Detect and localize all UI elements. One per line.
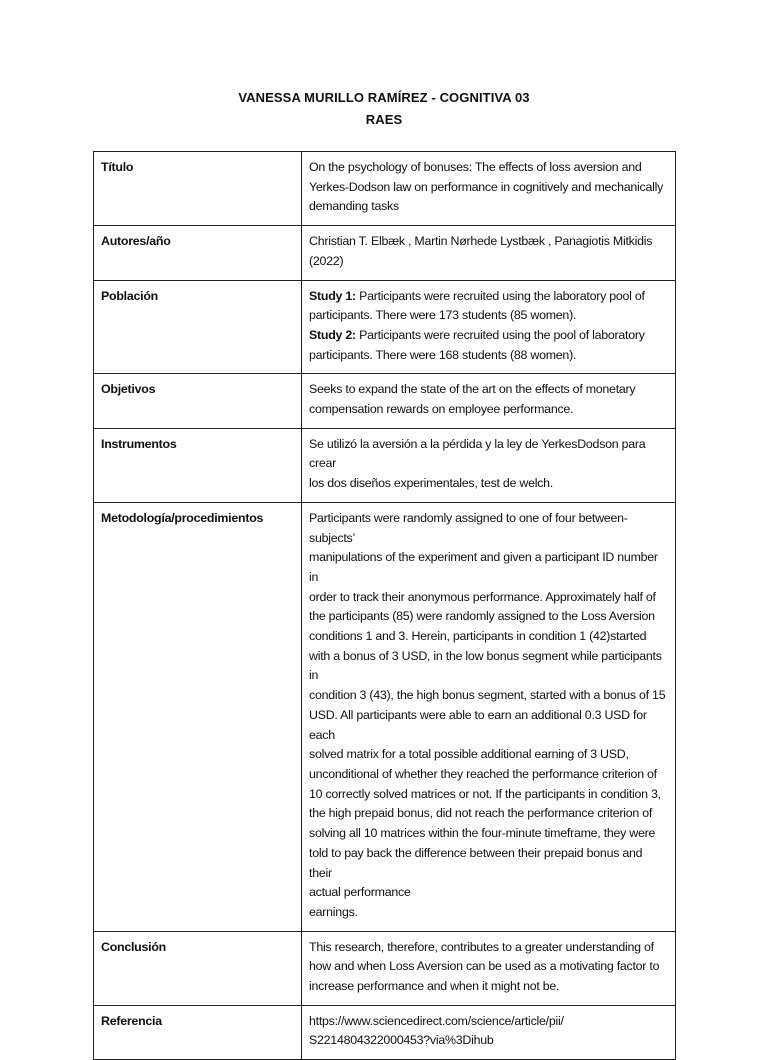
text-line: actual performance [309, 885, 411, 900]
row-value-titulo [302, 152, 676, 226]
text-line: solved matrix for a total possible additional earning of 3 USD, [309, 747, 629, 762]
text-line: Yerkes-Dodson law on performance in cognitively and mechanically [309, 179, 664, 194]
text-line: manipulations of the experiment and given a participant ID number in [309, 550, 658, 584]
text-line: order to track their anonymous performance. Approximately half of [309, 589, 656, 604]
study-2-line [309, 326, 668, 346]
row-label-titulo: Título [94, 152, 302, 226]
text-line: earnings. [309, 904, 358, 919]
text-line: demanding tasks [309, 199, 399, 214]
study-1-line [309, 287, 668, 307]
table-row-instrumentos [94, 428, 676, 502]
study-1-label: Study 1: [309, 288, 356, 303]
row-value-conclusion [302, 931, 676, 1005]
text-line: Se utilizó la aversión a la pérdida y la ley de YerkesDodson para crear [309, 436, 646, 471]
table-row-metodologia [94, 502, 676, 931]
text-line: how and when Loss Aversion can be used as a motivating factor to [309, 959, 660, 974]
text-line: On the psychology of bonuses: The effects of loss aversion and [309, 160, 642, 174]
study-2-label: Study 2: [309, 327, 356, 342]
table-row-referencia [94, 1005, 676, 1059]
reference-url-line: S2214804322000453?via%3Dihub [309, 1033, 494, 1048]
row-label-objetivos: Objetivos [94, 374, 302, 428]
document-author-title: VANESSA MURILLO RAMÍREZ - COGNITIVA 03 [238, 90, 530, 105]
text-line: condition 3 (43), the high bonus segment, started with a bonus of 15 [309, 688, 666, 703]
text-line: This research, therefore, contributes to a greater understanding of [309, 939, 654, 954]
text-line: unconditional of whether they reached the performance criterion of [309, 766, 657, 781]
table-row-poblacion [94, 280, 676, 374]
text-line: the participants (85) were randomly assigned to the Loss Aversion [309, 609, 655, 624]
text-line: (2022) [309, 253, 344, 268]
row-value-autores [302, 226, 676, 280]
table-row-conclusion [94, 931, 676, 1005]
row-label-conclusion: Conclusión [94, 931, 302, 1005]
row-value-poblacion [302, 280, 676, 374]
text-line: told to pay back the difference between their prepaid bonus and their [309, 845, 643, 880]
row-value-instrumentos [302, 428, 676, 502]
text-line: participants. There were 173 students (85 women). [309, 308, 577, 323]
text-line: conditions 1 and 3. Herein, participants in condition 1 (42)started [309, 629, 647, 644]
text-line: with a bonus of 3 USD, in the low bonus segment while participants in [309, 648, 662, 683]
document-subtitle: RAES [365, 112, 403, 127]
text-line: increase performance and when it might not be. [309, 979, 560, 994]
rae-table [93, 151, 676, 1060]
row-value-objetivos [302, 374, 676, 428]
table-row-autores [94, 226, 676, 280]
text-line: compensation rewards on employee performance. [309, 402, 574, 417]
text-line: 10 correctly solved matrices or not. If the participants in condition 3, [309, 786, 661, 801]
text-line: los dos diseños experimentales, test de welch. [309, 476, 554, 491]
text-line: participants. There were 168 students (88 women). [309, 347, 577, 362]
text-line: Seeks to expand the state of the art on the effects of monetary [309, 382, 636, 397]
reference-url-line: https://www.sciencedirect.com/science/article/pii/ [309, 1013, 564, 1028]
text-line: Christian T. Elbæk , Martin Nørhede Lystbæk , Panagiotis Mitkidis [309, 234, 653, 249]
row-label-referencia: Referencia [94, 1005, 302, 1059]
row-label-poblacion: Población [94, 280, 302, 374]
table-row-titulo [94, 152, 676, 226]
row-value-metodologia [302, 502, 676, 931]
row-label-instrumentos: Instrumentos [94, 428, 302, 502]
study-2-text: Participants were recruited using the pool of laboratory [355, 327, 645, 342]
text-line: USD. All participants were able to earn an additional 0.3 USD for each [309, 707, 647, 742]
table-row-objetivos [94, 374, 676, 428]
text-line: solving all 10 matrices within the four-minute timeframe, they were [309, 826, 656, 841]
text-line: the high prepaid bonus, did not reach the performance criterion of [309, 806, 653, 821]
row-label-autores: Autores/año [94, 226, 302, 280]
row-value-referencia [302, 1005, 676, 1059]
study-1-text: Participants were recruited using the laboratory pool of [355, 288, 645, 303]
row-label-metodologia: Metodología/procedimientos [94, 502, 302, 931]
text-line: Participants were randomly assigned to one of four between-subjects’ [309, 510, 628, 545]
